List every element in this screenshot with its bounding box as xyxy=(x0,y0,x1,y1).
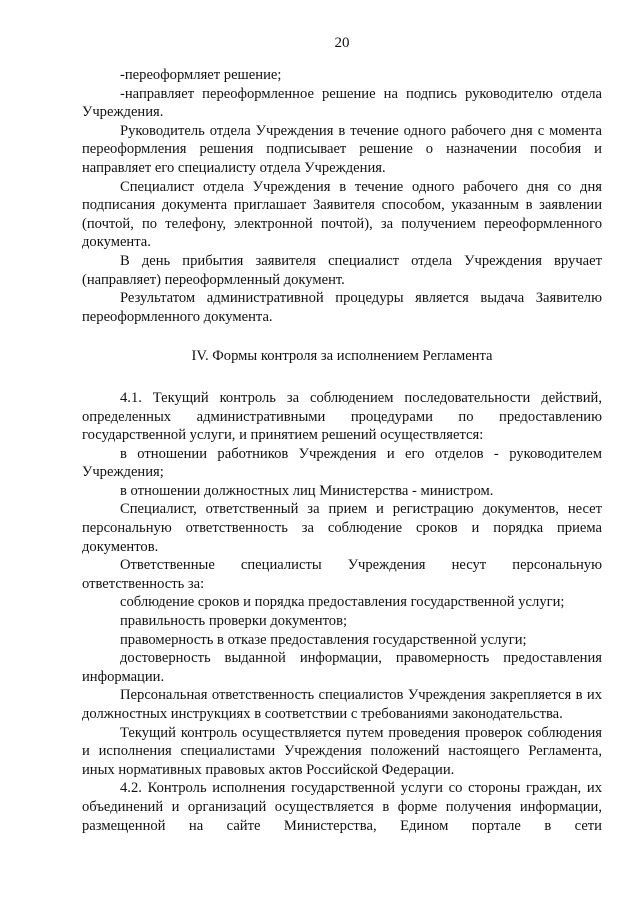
paragraph: правильность проверки документов; xyxy=(120,613,348,630)
paragraph: Текущий контроль осуществляется путем проведения проверок соблюдения и исполнения специалистами Учреждения положений настоящего Регламента, иных нормативных правовых актов Российской Федерации. xyxy=(82,724,602,778)
paragraph: Персональная ответственность специалистов Учреждения закрепляется в их должностных инструкциях в соответствии с требованиями законодательства. xyxy=(82,687,602,722)
document-body xyxy=(82,66,602,835)
paragraph: достоверность выданной информации, правомерность предоставления информации. xyxy=(82,650,602,685)
paragraph: 4.1. Текущий контроль за соблюдением последовательности действий, определенных административными процедурами по предоставлению государственной услуги, и принятием решений осуществляется: xyxy=(82,389,602,444)
paragraph: В день прибытия заявителя специалист отдела Учреждения вручает (направляет) переоформленный документ. xyxy=(82,252,602,288)
paragraph: соблюдение сроков и порядка предоставления государственной услуги; xyxy=(120,594,565,611)
paragraph: правомерность в отказе предоставления государственной услуги; xyxy=(120,631,527,648)
paragraph: -переоформляет решение; xyxy=(120,67,282,83)
paragraph: Результатом административной процедуры является выдача Заявителю переоформленного документа. xyxy=(82,290,602,325)
paragraph: в отношении должностных лиц Министерства - министром. xyxy=(120,482,494,499)
paragraphs-after xyxy=(82,389,602,835)
paragraph: 4.2. Контроль исполнения государственной услуги со стороны граждан, их объединений и организаций осуществляется в форме получения информации, размещенной на сайте Министерства, Едином портале в сети xyxy=(82,780,602,834)
page-number: 20 xyxy=(334,35,350,51)
paragraph: -направляет переоформленное решение на подпись руководителю отдела Учреждения. xyxy=(82,85,602,121)
paragraph: Руководитель отдела Учреждения в течение одного рабочего дня с момента переоформления решения подписывает решение о назначении пособия и направляет его специалисту отдела Учреждения. xyxy=(82,122,602,176)
paragraphs-before xyxy=(82,66,602,326)
spacer xyxy=(82,366,602,389)
paragraph: Специалист, ответственный за прием и регистрацию документов, несет персональную ответственность за соблюдение сроков и порядка приема документов. xyxy=(82,501,602,555)
spacer xyxy=(82,326,602,347)
paragraph: в отношении работников Учреждения и его отделов - руководителем Учреждения; xyxy=(82,445,602,481)
section-heading: IV. Формы контроля за исполнением Регламента xyxy=(191,348,493,365)
paragraph: Специалист отдела Учреждения в течение одного рабочего дня со дня подписания документа приглашает Заявителя способом, указанным в заявлении (почтой, по телефону, электронной почтой), за получением переоформленного документа. xyxy=(82,178,602,251)
paragraph: Ответственные специалисты Учреждения несут персональную ответственность за: xyxy=(82,557,602,592)
